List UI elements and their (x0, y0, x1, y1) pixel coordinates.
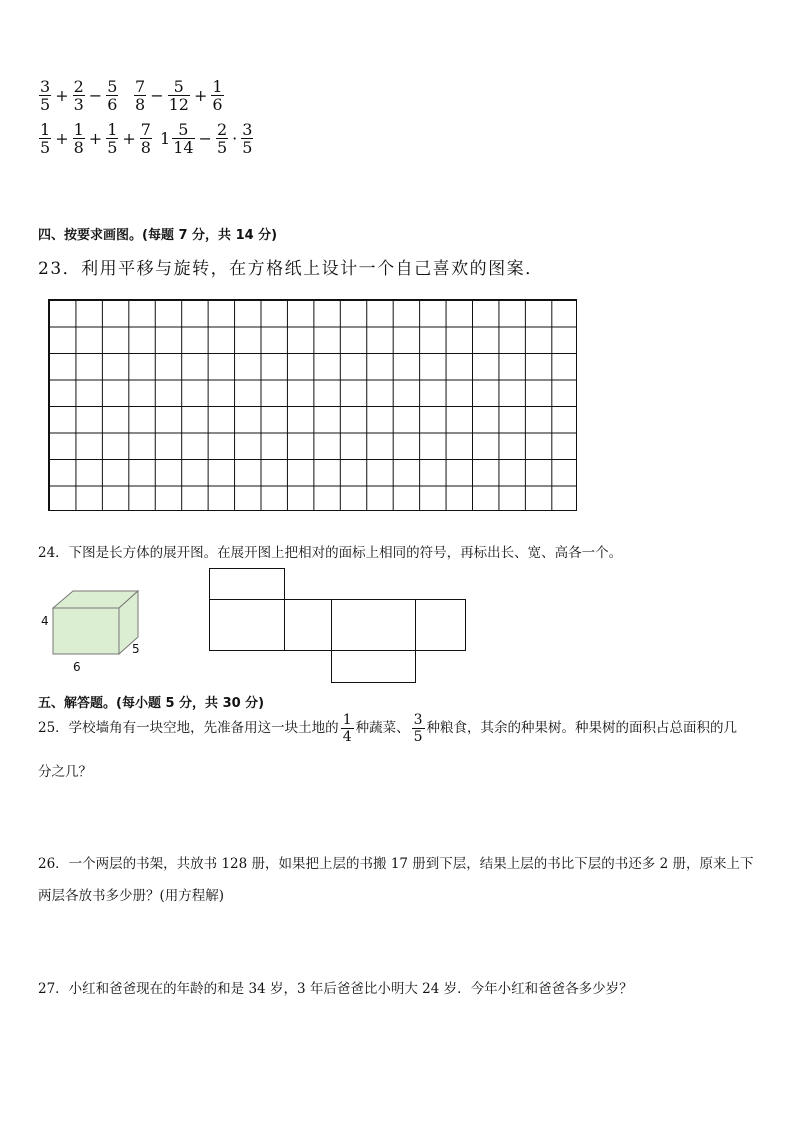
numerator: 5 (173, 77, 184, 96)
question-27: 27．小红和爸爸现在的年龄的和是 34 岁，3 年后爸爸比小明大 24 岁．今年小红和爸爸各多少岁？ (38, 981, 633, 997)
denominator: 12 (168, 95, 189, 114)
numerator: 7 (135, 77, 146, 96)
numerator: 1 (107, 120, 118, 139)
denominator: 6 (107, 95, 118, 114)
question-25 (38, 712, 737, 745)
numerator: 2 (73, 77, 84, 96)
denominator: 5 (107, 138, 118, 157)
net-face-1 (209, 599, 285, 651)
denominator: 5 (242, 138, 253, 157)
numerator: 3 (242, 120, 253, 139)
net-face-2 (284, 599, 332, 651)
numerator: 1 (40, 120, 51, 139)
fraction (106, 121, 118, 156)
fraction (73, 121, 85, 156)
expression-2 (133, 78, 225, 113)
numerator: 7 (140, 120, 151, 139)
numerator: 2 (216, 120, 228, 139)
whole-number: 1 (160, 129, 171, 148)
q25-fraction-2 (412, 712, 425, 745)
denominator: 8 (135, 95, 146, 114)
cuboid-front-face (53, 608, 119, 654)
numerator: 1 (212, 77, 223, 96)
expression-1 (38, 78, 119, 113)
fraction (134, 78, 146, 113)
numerator: 3 (40, 77, 51, 96)
net-face-4 (415, 599, 466, 651)
numerator: 1 (73, 120, 84, 139)
numerator: 5 (107, 77, 118, 96)
fraction (168, 78, 190, 113)
q25-frac2-den: 5 (413, 729, 423, 745)
denominator: 3 (73, 95, 84, 114)
denominator: 5 (40, 95, 51, 114)
q25-text-2: 种蔬菜、 (355, 720, 410, 736)
fraction (39, 78, 51, 113)
net-face-top (209, 568, 285, 600)
fraction (216, 121, 228, 156)
grid-paper (48, 299, 577, 511)
q25-frac1-num: 1 (342, 712, 352, 728)
denominator: 8 (73, 138, 84, 157)
fraction (39, 121, 51, 156)
question-26-line1: 26．一个两层的书架，共放书 128 册，如果把上层的书搬 17 册到下层，结果上层的书比下层的书还多 2 册，原来上下 (38, 856, 754, 872)
denominator: 5 (40, 138, 51, 157)
operator: − (150, 86, 164, 105)
question-23: 23．利用平移与旋转，在方格纸上设计一个自己喜欢的图案． (38, 259, 544, 279)
fraction (172, 121, 194, 156)
fraction (211, 78, 223, 113)
q25-text-1: 25．学校墙角有一块空地，先准备用这一块土地的 (38, 720, 339, 736)
denominator: 6 (212, 95, 223, 114)
question-25-continued: 分之几？ (38, 764, 92, 780)
section5-heading: 五、解答题。(每小题 5 分，共 30 分) (38, 696, 265, 711)
operator: + (193, 86, 208, 105)
fraction (241, 121, 253, 156)
q25-text-3: 种粮食，其余的种果树。种果树的面积占总面积的几 (426, 720, 738, 736)
cuboid-width-label: 5 (132, 642, 140, 656)
question-24: 24．下图是长方体的展开图。在展开图上把相对的面标上相同的符号，再标出长、宽、高各一个。 (38, 545, 623, 561)
cuboid-height-label: 4 (41, 614, 49, 628)
cuboid-figure (38, 585, 153, 675)
operator: · (232, 129, 238, 148)
expression-3 (38, 121, 153, 156)
q25-frac1-den: 4 (342, 729, 352, 745)
denominator: 14 (173, 138, 194, 157)
net-face-bottom (331, 650, 416, 683)
denominator: 5 (216, 138, 228, 157)
operator: + (55, 86, 69, 105)
fraction (106, 78, 118, 113)
q25-fraction-1 (341, 712, 354, 745)
operator: − (198, 129, 212, 148)
section4-heading: 四、按要求画图。(每题 7 分，共 14 分) (38, 228, 278, 243)
operator: + (55, 129, 69, 148)
expression-4 (160, 121, 254, 156)
q25-frac2-num: 3 (413, 712, 423, 728)
fraction (73, 78, 85, 113)
operator: − (88, 86, 103, 105)
operator: + (88, 129, 103, 148)
denominator: 8 (140, 138, 151, 157)
numerator: 5 (178, 120, 189, 139)
question-26-line2: 两层各放书多少册？(用方程解) (38, 888, 225, 904)
cuboid-length-label: 6 (73, 660, 81, 674)
fraction (140, 121, 152, 156)
net-face-3 (331, 599, 416, 651)
operator: + (122, 129, 136, 148)
